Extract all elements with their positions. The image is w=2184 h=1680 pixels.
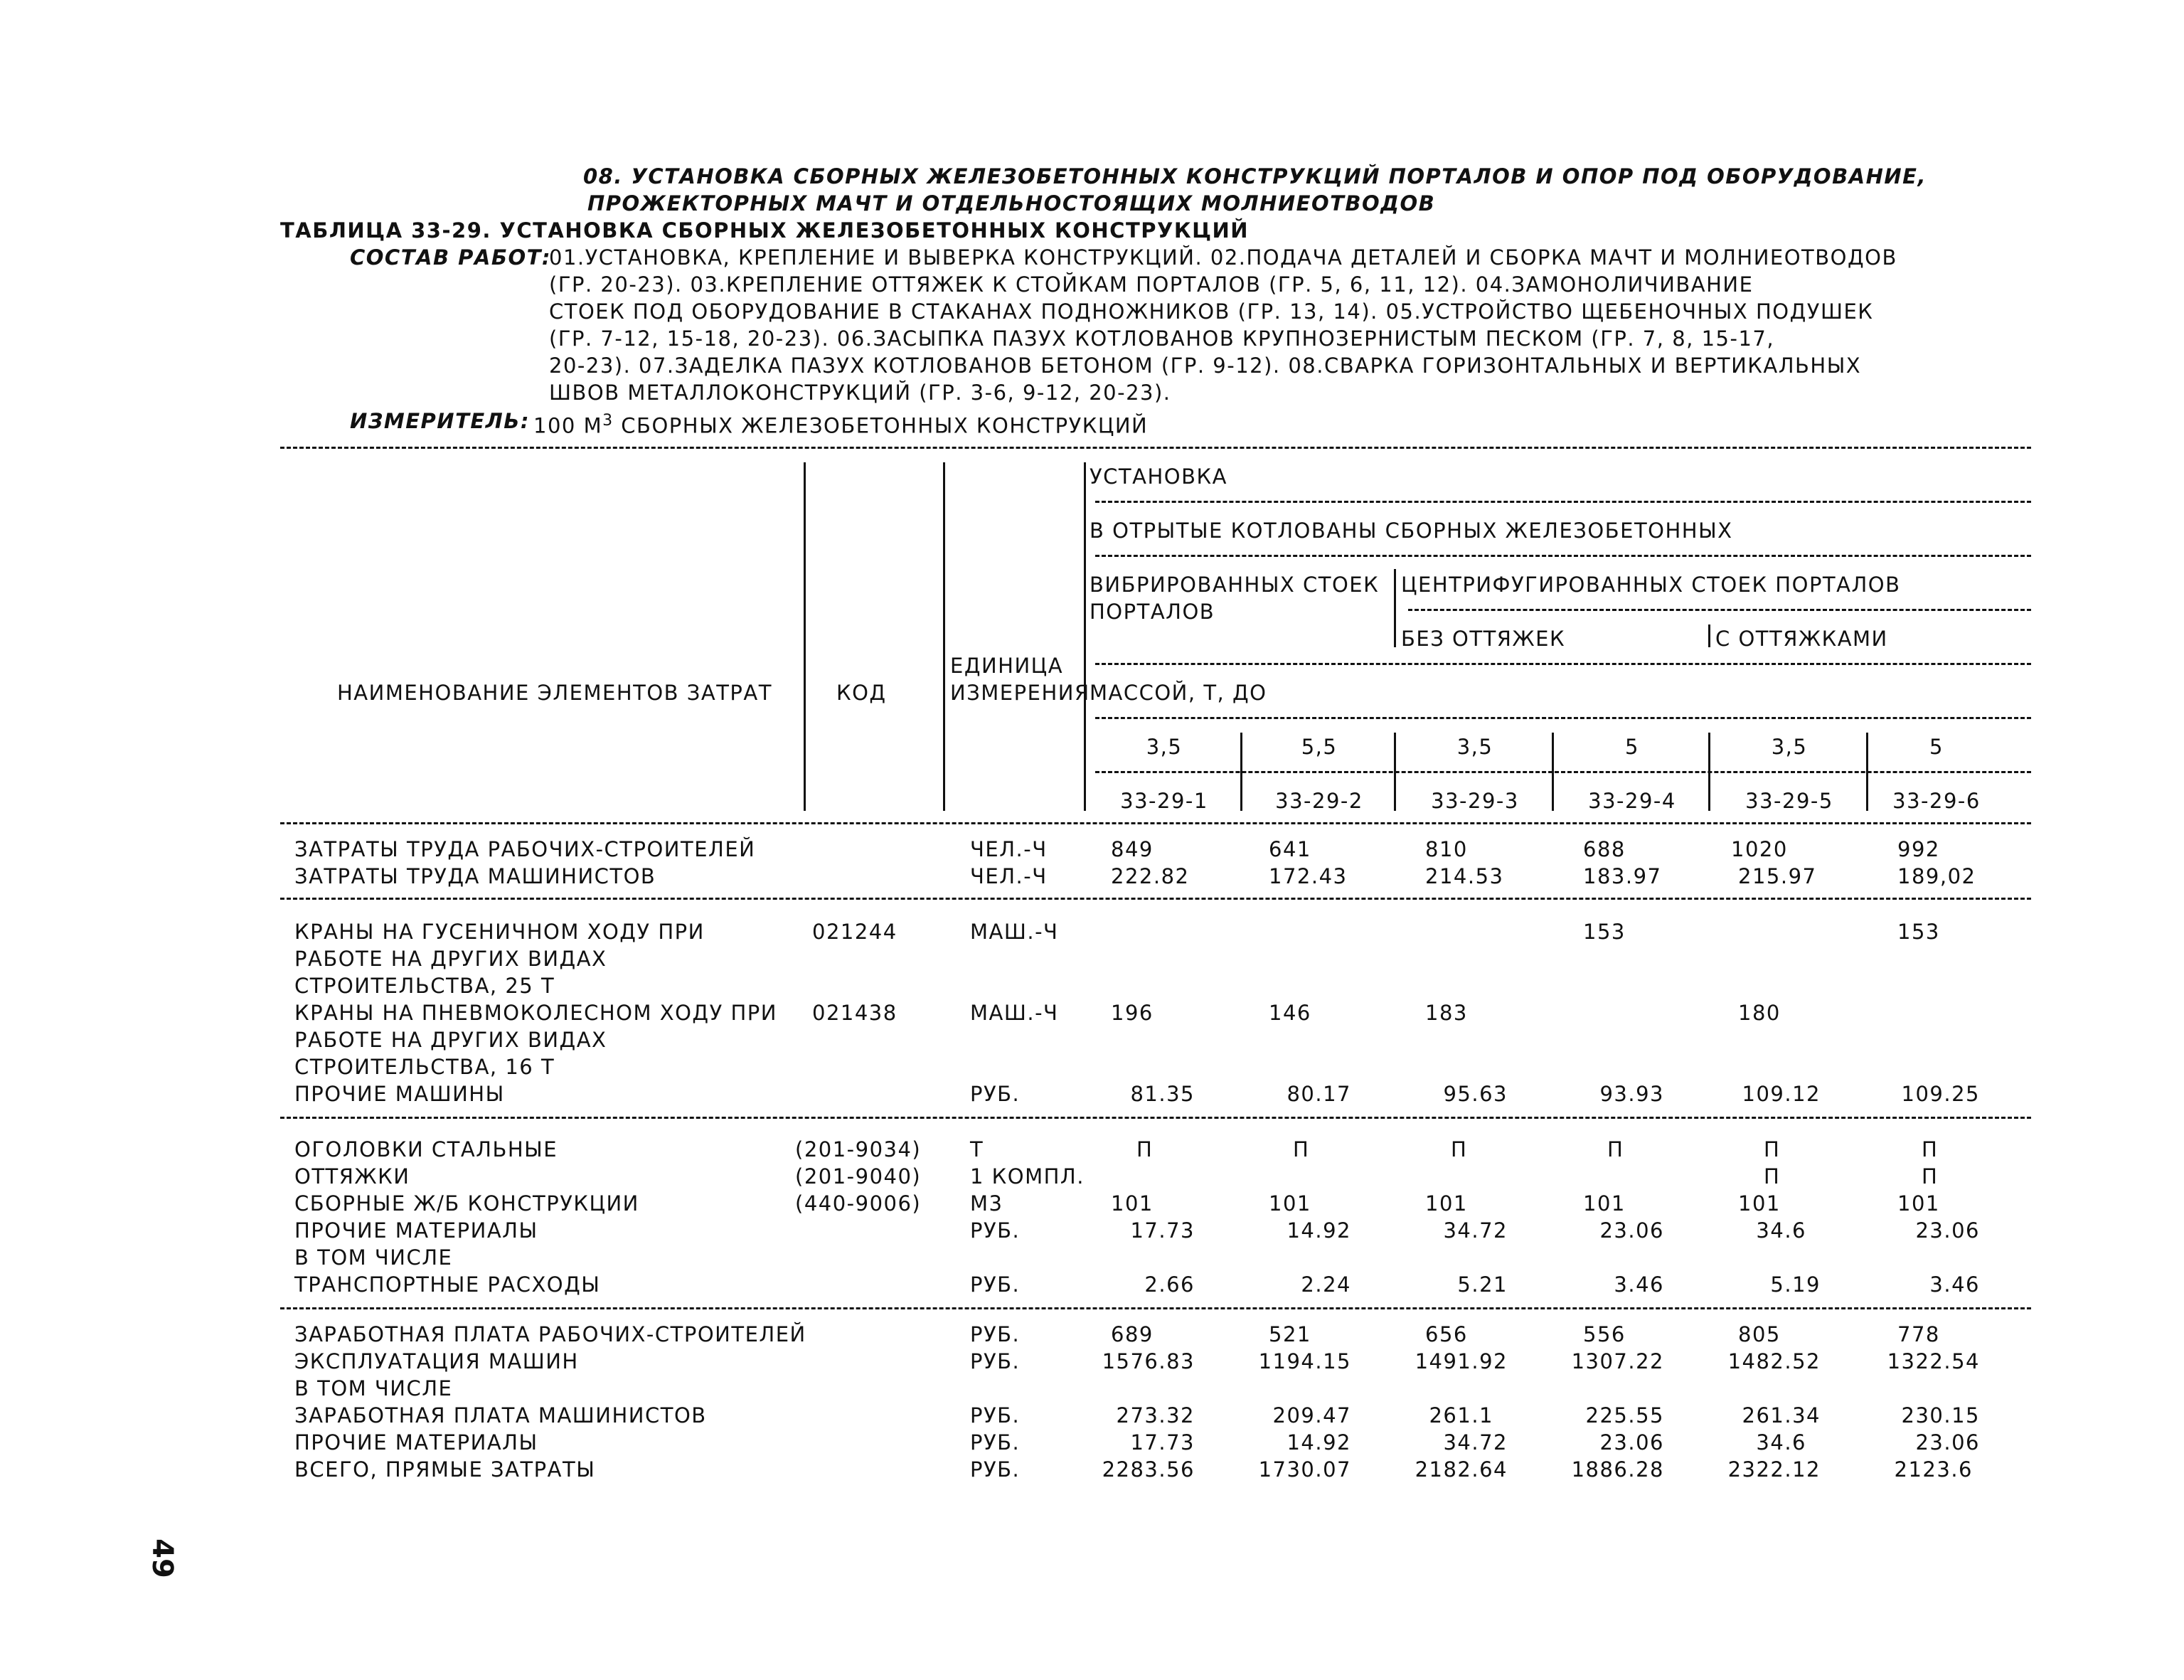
section-title-line-2: ПРОЖЕКТОРНЫХ МАЧТ И ОТДЕЛЬНОСТОЯЩИХ МОЛНИЕОТВОДОВ: [587, 191, 1436, 216]
rule: [1408, 609, 2031, 611]
row-value: 230.15: [1901, 1403, 1980, 1428]
row-unit: ЧЕЛ.-Ч: [970, 864, 1048, 888]
row-value: 3.46: [1614, 1272, 1664, 1297]
row-value: 101: [1269, 1191, 1311, 1216]
header-column-code: 33-29-2: [1275, 789, 1363, 813]
row-value: 196: [1111, 1001, 1154, 1025]
work-line: (ГР. 20-23). 03.КРЕПЛЕНИЕ ОТТЯЖЕК К СТОЙКАМ ПОРТАЛОВ (ГР. 5, 6, 11, 12). 04.ЗАМОНОЛИЧИВАНИЕ: [549, 272, 1754, 297]
column-divider: [1708, 733, 1710, 811]
row-value: 23.06: [1915, 1430, 1980, 1455]
row-name: ЗАТРАТЫ ТРУДА РАБОЧИХ-СТРОИТЕЛЕЙ: [294, 837, 756, 861]
row-unit: РУБ.: [970, 1457, 1021, 1482]
column-divider: [804, 462, 806, 811]
header-name: НАИМЕНОВАНИЕ ЭЛЕМЕНТОВ ЗАТРАТ: [337, 681, 772, 705]
row-value: 153: [1897, 920, 1940, 944]
row-unit: РУБ.: [970, 1403, 1021, 1428]
row-value: П: [1607, 1137, 1624, 1161]
header-mass-value: 3,5: [1456, 735, 1493, 759]
row-name: ЭКСПЛУАТАЦИЯ МАШИН: [294, 1349, 579, 1373]
row-value: 2182.64: [1415, 1457, 1508, 1482]
row-value: 101: [1897, 1191, 1940, 1216]
row-name: ТРАНСПОРТНЫЕ РАСХОДЫ: [294, 1272, 601, 1297]
row-code: (201-9034): [795, 1137, 922, 1161]
rule: [1095, 501, 2031, 503]
row-name: В ТОМ ЧИСЛЕ: [294, 1245, 453, 1270]
row-value: 1886.28: [1571, 1457, 1664, 1482]
row-value: 1482.52: [1727, 1349, 1821, 1373]
section-title-line-1: 08. УСТАНОВКА СБОРНЫХ ЖЕЛЕЗОБЕТОННЫХ КОНСТРУКЦИЙ ПОРТАЛОВ И ОПОР ПОД ОБОРУДОВАНИЕ,: [583, 164, 1927, 188]
header-open-pits: В ОТРЫТЫЕ КОТЛОВАНЫ СБОРНЫХ ЖЕЛЕЗОБЕТОННЫХ: [1090, 519, 1733, 543]
row-value: 2.24: [1301, 1272, 1351, 1297]
row-value: П: [1922, 1164, 1939, 1189]
row-unit: РУБ.: [970, 1272, 1021, 1297]
measure-label: ИЗМЕРИТЕЛЬ:: [350, 409, 530, 433]
row-value: 656: [1425, 1322, 1468, 1346]
row-name: ВСЕГО, ПРЯМЫЕ ЗАТРАТЫ: [294, 1457, 596, 1482]
row-value: 225.55: [1585, 1403, 1664, 1428]
row-unit: РУБ.: [970, 1349, 1021, 1373]
rule: [280, 1307, 2031, 1309]
row-unit: М3: [970, 1191, 1003, 1216]
row-value: 23.06: [1915, 1218, 1980, 1243]
table-title: ТАБЛИЦА 33-29. УСТАНОВКА СБОРНЫХ ЖЕЛЕЗОБЕТОННЫХ КОНСТРУКЦИЙ: [280, 218, 1250, 243]
rule: [1095, 717, 2031, 719]
row-value: 689: [1111, 1322, 1154, 1346]
row-value: 1020: [1731, 837, 1788, 861]
row-name: ПРОЧИЕ МАТЕРИАЛЫ: [294, 1218, 538, 1243]
row-value: 641: [1269, 837, 1311, 861]
row-value: 34.6: [1756, 1430, 1806, 1455]
header-mass-value: 3,5: [1146, 735, 1183, 759]
row-value: 109.12: [1742, 1082, 1821, 1106]
row-value: 34.72: [1443, 1218, 1508, 1243]
header-mass-value: 5: [1929, 735, 1944, 759]
row-value: 146: [1269, 1001, 1311, 1025]
header-no-guys: БЕЗ ОТТЯЖЕК: [1401, 627, 1566, 651]
row-value: 109.25: [1901, 1082, 1980, 1106]
measure-value: 100 $М^3$ СБОРНЫХ ЖЕЛЕЗОБЕТОННЫХ КОНСТРУКЦИЙ: [533, 412, 1149, 438]
row-value: 1730.07: [1258, 1457, 1351, 1482]
row-name: ОТТЯЖКИ: [294, 1164, 410, 1189]
row-name: КРАНЫ НА ГУСЕНИЧНОМ ХОДУ ПРИ: [294, 920, 705, 944]
rule: [280, 822, 2031, 824]
row-unit: МАШ.-Ч: [970, 920, 1059, 944]
header-unit: ЕДИНИЦА: [950, 654, 1064, 678]
row-value: 183.97: [1583, 864, 1662, 888]
row-unit: РУБ.: [970, 1218, 1021, 1243]
row-value: 1322.54: [1887, 1349, 1980, 1373]
column-divider: [1240, 733, 1242, 811]
row-value: 209.47: [1272, 1403, 1351, 1428]
header-mass-value: 5: [1625, 735, 1639, 759]
row-value: 14.92: [1287, 1218, 1351, 1243]
row-value: 556: [1583, 1322, 1626, 1346]
column-divider: [943, 462, 945, 811]
row-value: 778: [1897, 1322, 1940, 1346]
row-value: 1194.15: [1258, 1349, 1351, 1373]
header-column-code: 33-29-3: [1431, 789, 1519, 813]
row-value: 521: [1269, 1322, 1311, 1346]
row-value: 81.35: [1130, 1082, 1195, 1106]
row-name: ПРОЧИЕ МАТЕРИАЛЫ: [294, 1430, 538, 1455]
row-code: (440-9006): [795, 1191, 922, 1216]
header-with-guys: С ОТТЯЖКАМИ: [1715, 627, 1888, 651]
rule: [280, 447, 2031, 449]
row-value: П: [1136, 1137, 1154, 1161]
row-value: 180: [1738, 1001, 1781, 1025]
row-unit: ЧЕЛ.-Ч: [970, 837, 1048, 861]
row-name: КРАНЫ НА ПНЕВМОКОЛЕСНОМ ХОДУ ПРИ: [294, 1001, 777, 1025]
row-value: П: [1922, 1137, 1939, 1161]
header-install: УСТАНОВКА: [1090, 464, 1227, 489]
row-name: ПРОЧИЕ МАШИНЫ: [294, 1082, 505, 1106]
column-divider: [1084, 462, 1086, 811]
row-value: 849: [1111, 837, 1154, 861]
row-value: 17.73: [1130, 1430, 1195, 1455]
row-name: РАБОТЕ НА ДРУГИХ ВИДАХ: [294, 947, 607, 971]
row-value: 101: [1738, 1191, 1781, 1216]
row-value: 93.93: [1599, 1082, 1664, 1106]
rule: [1095, 771, 2031, 773]
header-column-code: 33-29-4: [1588, 789, 1676, 813]
row-value: 805: [1738, 1322, 1781, 1346]
row-value: 34.72: [1443, 1430, 1508, 1455]
row-value: 3.46: [1929, 1272, 1980, 1297]
rule: [280, 1117, 2031, 1119]
row-value: 222.82: [1111, 864, 1190, 888]
column-divider: [1708, 624, 1710, 647]
header-mass-value: 5,5: [1301, 735, 1338, 759]
row-value: П: [1764, 1164, 1781, 1189]
row-name: РАБОТЕ НА ДРУГИХ ВИДАХ: [294, 1028, 607, 1052]
row-name: ЗАРАБОТНАЯ ПЛАТА РАБОЧИХ-СТРОИТЕЛЕЙ: [294, 1322, 806, 1346]
row-value: 2.66: [1144, 1272, 1195, 1297]
rule: [280, 898, 2031, 900]
row-value: П: [1293, 1137, 1310, 1161]
row-value: П: [1764, 1137, 1781, 1161]
page-number: 49: [145, 1538, 179, 1578]
row-name: ЗАТРАТЫ ТРУДА МАШИНИСТОВ: [294, 864, 656, 888]
row-value: 2322.12: [1727, 1457, 1821, 1482]
row-value: 95.63: [1443, 1082, 1508, 1106]
header-code: КОД: [836, 681, 887, 705]
row-unit: РУБ.: [970, 1082, 1021, 1106]
row-value: 2283.56: [1102, 1457, 1195, 1482]
row-value: 992: [1897, 837, 1940, 861]
row-value: 14.92: [1287, 1430, 1351, 1455]
work-line: 20-23). 07.ЗАДЕЛКА ПАЗУХ КОТЛОВАНОВ БЕТОНОМ (ГР. 9-12). 08.СВАРКА ГОРИЗОНТАЛЬНЫХ И ВЕРТИКАЛЬНЫХ: [549, 353, 1862, 378]
row-code: 021438: [812, 1001, 897, 1025]
header-vibrated: ПОРТАЛОВ: [1090, 600, 1215, 624]
work-line: (ГР. 7-12, 15-18, 20-23). 06.ЗАСЫПКА ПАЗУХ КОТЛОВАНОВ КРУПНОЗЕРНИСТЫМ ПЕСКОМ (ГР. 7, 8, 15-17,: [549, 326, 1775, 351]
work-line: ШВОВ МЕТАЛЛОКОНСТРУКЦИЙ (ГР. 3-6, 9-12, 20-23).: [549, 381, 1171, 405]
row-value: 189,02: [1897, 864, 1976, 888]
row-code: (201-9040): [795, 1164, 922, 1189]
row-unit: РУБ.: [970, 1430, 1021, 1455]
rule: [1095, 663, 2031, 665]
header-mass: МАССОЙ, Т, ДО: [1090, 681, 1267, 705]
row-value: 1307.22: [1571, 1349, 1664, 1373]
rule: [1095, 555, 2031, 557]
row-value: 183: [1425, 1001, 1468, 1025]
row-value: 261.1: [1429, 1403, 1493, 1428]
row-value: 2123.6: [1894, 1457, 1973, 1482]
work-composition-label: СОСТАВ РАБОТ:: [350, 245, 551, 270]
row-name: СТРОИТЕЛЬСТВА, 16 Т: [294, 1055, 555, 1079]
column-divider: [1866, 733, 1868, 811]
row-value: 261.34: [1742, 1403, 1821, 1428]
header-unit: ИЗМЕРЕНИЯ: [950, 681, 1090, 705]
row-value: 810: [1425, 837, 1468, 861]
header-vibrated: ВИБРИРОВАННЫХ СТОЕК: [1090, 573, 1380, 597]
row-value: 172.43: [1269, 864, 1348, 888]
row-value: 1491.92: [1415, 1349, 1508, 1373]
header-column-code: 33-29-1: [1120, 789, 1208, 813]
row-unit: Т: [970, 1137, 984, 1161]
row-name: СБОРНЫЕ Ж/Б КОНСТРУКЦИИ: [294, 1191, 639, 1216]
row-value: 688: [1583, 837, 1626, 861]
row-value: 1576.83: [1102, 1349, 1195, 1373]
work-line: 01.УСТАНОВКА, КРЕПЛЕНИЕ И ВЫВЕРКА КОНСТРУКЦИЙ. 02.ПОДАЧА ДЕТАЛЕЙ И СБОРКА МАЧТ И МОЛНИЕОТВОДОВ: [549, 245, 1897, 270]
row-value: 17.73: [1130, 1218, 1195, 1243]
row-unit: МАШ.-Ч: [970, 1001, 1059, 1025]
row-value: 153: [1583, 920, 1626, 944]
row-unit: РУБ.: [970, 1322, 1021, 1346]
header-mass-value: 3,5: [1771, 735, 1808, 759]
row-value: 101: [1583, 1191, 1626, 1216]
row-code: 021244: [812, 920, 897, 944]
row-name: В ТОМ ЧИСЛЕ: [294, 1376, 453, 1400]
column-divider: [1394, 569, 1396, 647]
row-name: ОГОЛОВКИ СТАЛЬНЫЕ: [294, 1137, 558, 1161]
row-unit: 1 КОМПЛ.: [970, 1164, 1085, 1189]
row-value: 214.53: [1425, 864, 1504, 888]
header-centrifuged: ЦЕНТРИФУГИРОВАННЫХ СТОЕК ПОРТАЛОВ: [1401, 573, 1901, 597]
row-value: 101: [1111, 1191, 1154, 1216]
row-value: 101: [1425, 1191, 1468, 1216]
row-name: ЗАРАБОТНАЯ ПЛАТА МАШИНИСТОВ: [294, 1403, 707, 1428]
header-column-code: 33-29-6: [1892, 789, 1981, 813]
row-value: 80.17: [1287, 1082, 1351, 1106]
row-name: СТРОИТЕЛЬСТВА, 25 Т: [294, 974, 555, 998]
row-value: 5.21: [1457, 1272, 1508, 1297]
column-divider: [1394, 733, 1396, 811]
row-value: 34.6: [1756, 1218, 1806, 1243]
row-value: 273.32: [1116, 1403, 1195, 1428]
row-value: П: [1451, 1137, 1468, 1161]
work-line: СТОЕК ПОД ОБОРУДОВАНИЕ В СТАКАНАХ ПОДНОЖНИКОВ (ГР. 13, 14). 05.УСТРОЙСТВО ЩЕБЕНОЧНЫХ ПОДУШЕК: [549, 299, 1874, 324]
row-value: 215.97: [1738, 864, 1817, 888]
row-value: 23.06: [1599, 1430, 1664, 1455]
header-column-code: 33-29-5: [1745, 789, 1833, 813]
column-divider: [1552, 733, 1554, 811]
row-value: 5.19: [1770, 1272, 1821, 1297]
row-value: 23.06: [1599, 1218, 1664, 1243]
